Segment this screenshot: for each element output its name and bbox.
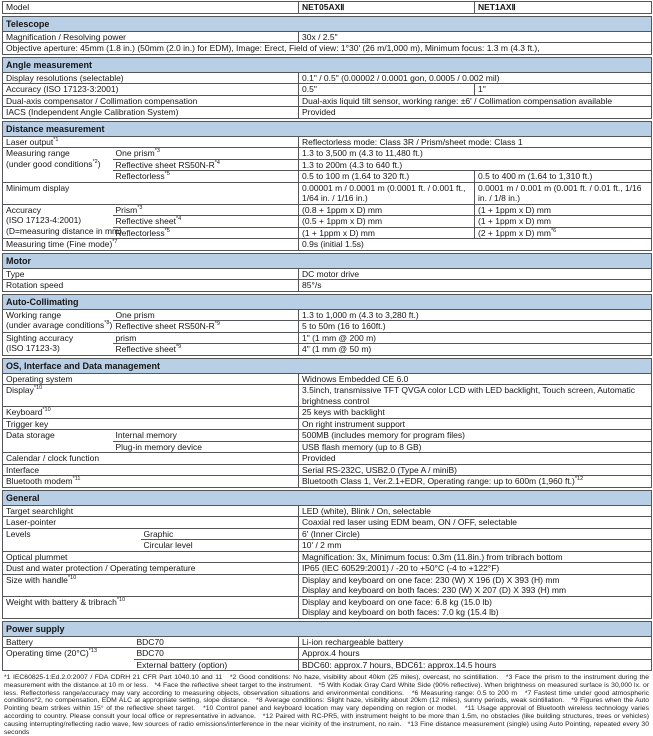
spec-value: 1.3 to 1,000 m (4.3 to 3,280 ft.): [299, 309, 652, 321]
spec-value: 5 to 50m (16 to 160ft.): [299, 321, 652, 333]
spec-sublabel: External battery (option): [134, 659, 299, 671]
spec-label: Bluetooth modem$^{*11}$: [3, 476, 299, 488]
spec-value: On right instrument support: [299, 418, 652, 430]
spec-label: Accuracy (ISO 17123-3:2001): [3, 84, 299, 96]
spec-label: Minimum display: [3, 182, 299, 204]
spec-sublabel: Plug-in memory device: [113, 441, 299, 453]
spec-sublabel: One prism: [113, 309, 299, 321]
spec-table: [2, 1, 651, 671]
spec-sublabel: One prism$^{*3}$: [113, 148, 299, 160]
spec-sublabel: BDC70: [134, 636, 299, 648]
spec-value: Provided: [299, 107, 652, 119]
spec-label: Size with handle$^{*10}$: [3, 574, 299, 596]
section-table-motor: [2, 253, 652, 292]
spec-label: Display resolutions (selectable): [3, 72, 299, 84]
spec-sublabel: Circular level: [141, 540, 299, 552]
spec-value-net05axii: 0.5 to 100 m (1.64 to 320 ft.): [299, 171, 475, 183]
section-table-auto-collimating: [2, 294, 652, 356]
section-table-distance-measurement: [2, 121, 652, 251]
spec-sublabel: Reflectorless$^{*5}$: [113, 171, 299, 183]
spec-value: Provided: [299, 453, 652, 465]
spec-value: 4" (1 mm @ 50 m): [299, 344, 652, 356]
spec-label: Laser-pointer: [3, 517, 299, 529]
spec-value-net1axii: 1": [475, 84, 652, 96]
spec-label: Keyboard$^{*10}$: [3, 407, 299, 419]
section-header: General: [3, 490, 652, 505]
spec-label: Working range (under avarage conditions$^{*8}$): [3, 309, 113, 332]
spec-value: 85°/s: [299, 280, 652, 292]
section-table-model: [2, 1, 652, 14]
spec-value-net1axii: (2 + 1ppm x D) $mm^{*6}$: [475, 227, 652, 239]
spec-value: Coaxial red laser using EDM beam, ON / OFF, selectable: [299, 517, 652, 529]
spec-sublabel: Internal memory: [113, 430, 299, 442]
spec-value: Dual-axis liquid tilt sensor, working range: ±6' / Collimation compensation available: [299, 95, 652, 107]
spec-value-net05axii: 0.5": [299, 84, 475, 96]
spec-value: USB flash memory (up to 8 GB): [299, 441, 652, 453]
spec-value: IP65 (IEC 60529:2001) / -20 to +50°C (-4 to +122°F): [299, 563, 652, 575]
spec-label: Dust and water protection / Operating temperature: [3, 563, 299, 575]
spec-value: 1" (1 mm @ 200 m): [299, 332, 652, 344]
spec-label: IACS (Independent Angle Calibration System): [3, 107, 299, 119]
spec-sublabel: Reflective sheet $RS50N-R^{*4}$: [113, 159, 299, 171]
section-table-angle-measurement: [2, 57, 652, 119]
spec-sublabel: Reflective sheet$^{*4}$: [113, 216, 299, 228]
footnotes: *1 IEC60825-1:Ed.2.0:2007 / FDA CDRH 21 CFR Part 1040.10 and 11 *2 Good conditions: No haze, visibility about 40km (25 miles), overcast, no scintillation. *3 Face the prism to the instrument during the measurement with the distance at 10 m or less. *4 Face the reflective sheet target to the instrument. *5 With Kodak Gray Card White Side (90% reflective). When brightness on measured surface is 30,000 lx. or less. Reflectorless range/accuracy may vary according to measuring objects, observation situations and environmental conditions. *6 Measuring range: 0.5 to 200 m *7 Fastest time under good atmospheric conditions*2, no compensation, EDM ALC at appropriate setting, slope distance. *8 Average conditions: Slight haze, visibility about 20km (12 miles), sunny periods, weak scintillation. *9 Figures when the Auto Pointing beam strikes within 15° of the reflective sheet target. *10 Control panel and keyboard location may vary depending on region or model. *11 Usage approval of Bluetooth wireless technology varies according to country. Please consult your local office or representative in advance. *12 Paired with RC-PR5, with instrument height to be more than 1.5m, no obstacles (like building structures, trees or vehicles) causing interrupting/reflecting radio wave, few sources of radio emissions/interference in the near vicinity of the instrument, no rain. *13 Fine distance measurement (single) using Auto Pointing, repeated every 30 seconds: [4, 674, 649, 736]
model-name-net1axii: NET1AXⅡ: [475, 2, 652, 14]
model-row-label: Model: [3, 2, 299, 14]
spec-value: 10' / 2 mm: [299, 540, 652, 552]
spec-sublabel: BDC70: [134, 648, 299, 660]
spec-value-net05axii: (1 + 1ppm x D) mm: [299, 227, 475, 239]
spec-value-net1axii: 0.5 to 400 m (1.64 to 1,310 ft.): [475, 171, 652, 183]
spec-label: Weight with battery & tribrach$^{*10}$: [3, 596, 299, 618]
spec-sublabel: Reflective sheet$^{*9}$: [113, 344, 299, 356]
spec-value: Display and keyboard on one face: 230 (W) X 196 (D) X 393 (H) mm Display and keyboard on both faces: 230 (W) X 207 (D) X 393 (H) mm: [299, 574, 652, 596]
spec-value: 1.3 to 3,500 m (4.3 to 11,480 ft.): [299, 148, 652, 160]
spec-value: BDC60: approx.7 hours, BDC61: approx.14.5 hours: [299, 659, 652, 671]
spec-label: Accuracy (ISO 17123-4:2001) (D=measuring distance in mm): [3, 204, 113, 239]
spec-label: Magnification / Resolving power: [3, 31, 299, 43]
spec-label: Rotation speed: [3, 280, 299, 292]
spec-label: Interface: [3, 464, 299, 476]
spec-value: 25 keys with backlight: [299, 407, 652, 419]
section-header: Power supply: [3, 621, 652, 636]
spec-value-net1axii: (1 + 1ppm x D) mm: [475, 216, 652, 228]
spec-value: 0.1" / 0.5" (0.00002 / 0.0001 gon, 0.0005 / 0.002 mil): [299, 72, 652, 84]
spec-value: 30x / 2.5": [299, 31, 652, 43]
spec-value: Objective aperture: 45mm (1.8 in.) (50mm (2.0 in.) for EDM), Image: Erect, Field of view: 1°30' (26 m/1,000 m), Minimum focus: 1.3 m (4.3 ft.),: [3, 43, 652, 55]
spec-value: DC motor drive: [299, 268, 652, 280]
model-name-net05axii: NET05AXⅡ: [299, 2, 475, 14]
spec-value: 500MB (includes memory for program files): [299, 430, 652, 442]
spec-value-net05axii: (0.5 + 1ppm x D) mm: [299, 216, 475, 228]
section-table-os-interface-data: [2, 358, 652, 488]
spec-sublabel: Prism$^{*3}$: [113, 204, 299, 216]
spec-label: Sighting accuracy (ISO 17123-3): [3, 332, 113, 355]
spec-value-net1axii: (1 + 1ppm x D) mm: [475, 204, 652, 216]
spec-label: Target searchlight: [3, 505, 299, 517]
section-table-general: [2, 490, 652, 619]
spec-label: Laser output$^{*1}$: [3, 136, 299, 148]
section-header: Auto-Collimating: [3, 294, 652, 309]
spec-value: Reflectorless mode: Class 3R / Prism/sheet mode: Class 1: [299, 136, 652, 148]
spec-label: Data storage: [3, 430, 113, 453]
spec-label: Battery: [3, 636, 134, 648]
spec-label: Operating system: [3, 373, 299, 385]
spec-sublabel: Reflective sheet $RS50N-R^{*9}$: [113, 321, 299, 333]
spec-label: Optical plummet: [3, 551, 299, 563]
spec-value: 3.5inch, transmissive TFT QVGA color LCD with LED backlight, Touch screen, Automatic brightness control: [299, 385, 652, 407]
spec-label: Calendar / clock function: [3, 453, 299, 465]
section-table-telescope: [2, 16, 652, 55]
spec-label: Dual-axis compensator / Collimation compensation: [3, 95, 299, 107]
spec-sublabel: prism: [113, 332, 299, 344]
spec-value: Bluetooth Class 1, Ver.2.1+EDR, Operating range: up to 600m (1,960 ft.)$^{*12}$: [299, 476, 652, 488]
spec-value-net05axii: 0.00001 m / 0.0001 m (0.0001 ft. / 0.001 ft., 1/64 in. / 1/16 in.): [299, 182, 475, 204]
spec-value: Li-ion rechargeable battery: [299, 636, 652, 648]
spec-value-net1axii: 0.0001 m / 0.001 m (0.001 ft. / 0.01 ft., 1/16 in. / 1/8 in.): [475, 182, 652, 204]
spec-value: LED (white), Blink / On, selectable: [299, 505, 652, 517]
section-header: Angle measurement: [3, 57, 652, 72]
section-header: Distance measurement: [3, 121, 652, 136]
section-header: Motor: [3, 253, 652, 268]
spec-label: Display$^{*10}$: [3, 385, 299, 407]
spec-label: Operating time $(20^\circ C)^{*13}$: [3, 648, 134, 671]
spec-sublabel: Reflectorless$^{*5}$: [113, 227, 299, 239]
spec-value: Display and keyboard on one face: 6.8 kg (15.0 lb) Display and keyboard on both faces: 7.0 kg (15.4 lb): [299, 596, 652, 618]
spec-value: Serial RS-232C, USB2.0 (Type A / miniB): [299, 464, 652, 476]
spec-value: Widnows Embedded CE 6.0: [299, 373, 652, 385]
spec-label: Type: [3, 268, 299, 280]
section-header: Telescope: [3, 16, 652, 31]
spec-value: Approx.4 hours: [299, 648, 652, 660]
spec-value-net05axii: (0.8 + 1ppm x D) mm: [299, 204, 475, 216]
section-header: OS, Interface and Data management: [3, 358, 652, 373]
spec-value: Magnification: 3x, Minimum focus: 0.3m (11.8in.) from tribrach bottom: [299, 551, 652, 563]
spec-value: 1.3 to 200m (4.3 to 640 ft.): [299, 159, 652, 171]
spec-label: Measuring range (under good conditions$^{*2}$): [3, 148, 113, 183]
spec-label: Trigger key: [3, 418, 299, 430]
spec-value: 6' (Inner Circle): [299, 528, 652, 540]
spec-label: Measuring time (Fine mode)$^{*7}$: [3, 239, 299, 251]
spec-label: Levels: [3, 528, 141, 551]
spec-value: 0.9s (initial 1.5s): [299, 239, 652, 251]
spec-sublabel: Graphic: [141, 528, 299, 540]
section-table-power-supply: [2, 621, 652, 672]
